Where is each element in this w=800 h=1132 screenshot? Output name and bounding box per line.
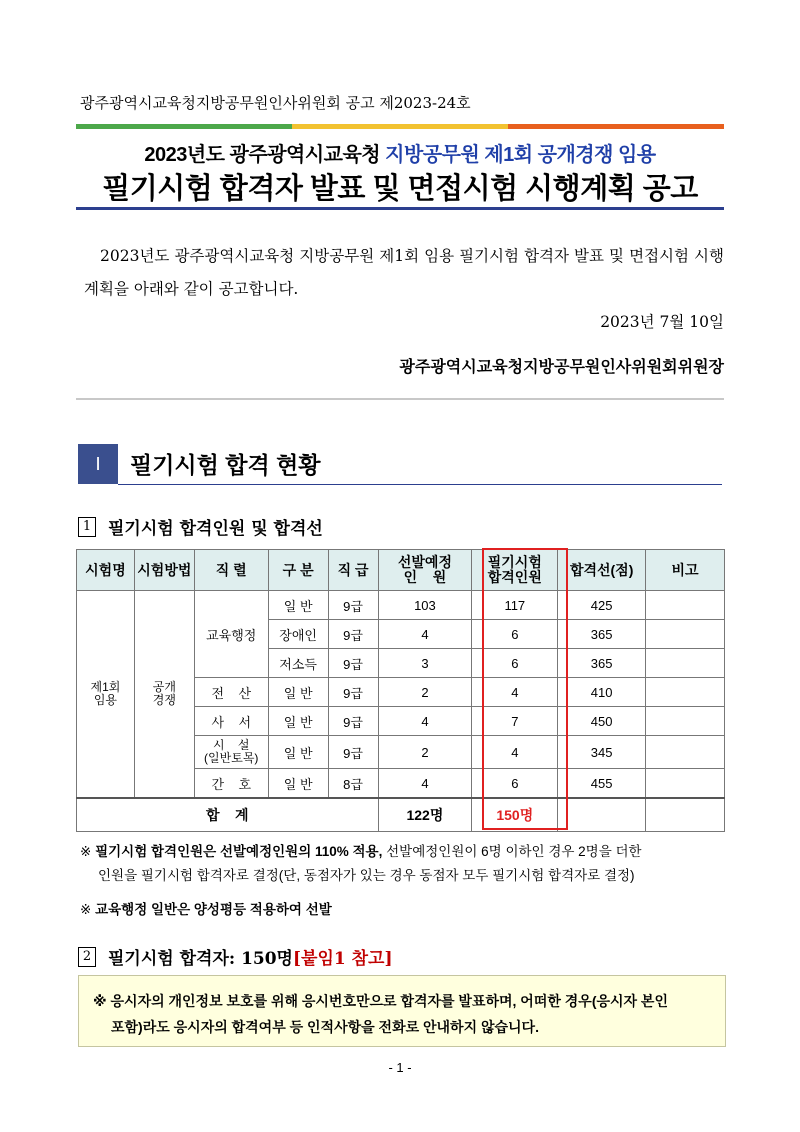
position-cell: 교육행정: [194, 591, 268, 678]
notice-line2: 포함)라도 응시자의 합격여부 등 인적사항을 전화로 안내하지 않습니다.: [111, 1019, 539, 1035]
table-header-row: [77, 550, 725, 591]
section-divider: [76, 398, 724, 400]
cutoff-cell: 425: [558, 591, 646, 620]
grade-cell: 9급: [328, 620, 378, 649]
section-underline: [118, 484, 722, 485]
note-1: [80, 840, 728, 888]
cutoff-cell: 410: [558, 678, 646, 707]
col-passed: [472, 550, 558, 591]
attachment-reference: [붙임1 참고]: [292, 949, 393, 969]
title-highlight: 지방공무원 제1회 공개경쟁 임용: [385, 144, 656, 166]
position-cell: [194, 736, 268, 769]
planned-cell: 4: [378, 769, 472, 799]
intro-paragraph: 2023년도 광주광역시교육청 지방공무원 제1회 임용 필기시험 합격자 발표 및 면접시험 시행계획을 아래와 같이 공고합니다.: [84, 247, 724, 298]
position-cell: 간 호: [194, 769, 268, 799]
planned-cell: 3: [378, 649, 472, 678]
section-title: 필기시험 합격 현황: [130, 452, 321, 478]
title-prefix: 2023년도 광주광역시교육청: [144, 144, 386, 166]
cutoff-cell: 365: [558, 620, 646, 649]
color-bar-orange: [508, 124, 724, 129]
grade-cell: 9급: [328, 591, 378, 620]
planned-cell: 2: [378, 736, 472, 769]
note-cell: [646, 769, 725, 799]
note-1-line2: 인원을 필기시험 합격자로 결정(단, 동점자가 있는 경우 동점자 모두 필기시험 합격자로 결정): [98, 868, 635, 883]
planned-cell: 2: [378, 678, 472, 707]
col-exam: 시험명: [77, 550, 135, 591]
passed-cell: 6: [472, 649, 558, 678]
exam-name-line1: 제1회: [90, 680, 121, 694]
passed-cell: 6: [472, 769, 558, 799]
col-position: 직 렬: [194, 550, 268, 591]
note-cell: [646, 620, 725, 649]
note-mark: ※: [80, 844, 92, 859]
col-planned-line2: 인 원: [403, 569, 447, 585]
grade-cell: 9급: [328, 707, 378, 736]
method-line2: 경쟁: [152, 693, 176, 707]
title-line-1: [0, 138, 800, 167]
position-line1: 시 설: [212, 738, 250, 752]
passed-cell: 4: [472, 736, 558, 769]
subsection-title: 필기시험 합격인원 및 합격선: [108, 519, 323, 539]
notice-mark: ※: [93, 993, 107, 1009]
exam-name-line2: 임용: [93, 693, 118, 707]
note-cell: [646, 678, 725, 707]
cutoff-cell: 345: [558, 736, 646, 769]
note-2: [80, 898, 728, 922]
exam-name-cell: [77, 591, 135, 799]
method-line1: 공개: [152, 680, 176, 694]
passed-cell: 117: [472, 591, 558, 620]
subsection-2-heading: [78, 944, 393, 969]
method-cell: [134, 591, 194, 799]
col-planned-line1: 선발예정: [397, 554, 452, 570]
note-1-bold: 필기시험 합격인원은 선발예정인원의 110% 적용,: [95, 844, 383, 859]
total-label: 합 계: [77, 798, 379, 832]
category-cell: 일 반: [268, 736, 328, 769]
col-grade: 직 급: [328, 550, 378, 591]
section-number-box: Ⅰ: [78, 444, 118, 484]
total-cutoff: [558, 798, 646, 832]
category-cell: 장애인: [268, 620, 328, 649]
note-cell: [646, 591, 725, 620]
page-title: 필기시험 합격자 발표 및 면접시험 시행계획 공고: [102, 173, 698, 205]
cutoff-cell: 455: [558, 769, 646, 799]
subsection-title: 필기시험 합격자: 150명: [108, 949, 293, 969]
col-planned: [378, 550, 472, 591]
col-cutoff: 합격선(점): [558, 550, 646, 591]
category-cell: 일 반: [268, 769, 328, 799]
title-divider: [76, 207, 724, 210]
passed-cell: 4: [472, 678, 558, 707]
position-cell: 전 산: [194, 678, 268, 707]
results-table: [76, 549, 725, 832]
grade-cell: 9급: [328, 736, 378, 769]
table-row: [77, 591, 725, 620]
note-cell: [646, 649, 725, 678]
col-passed-line1: 필기시험: [487, 554, 542, 570]
category-cell: 일 반: [268, 678, 328, 707]
total-planned: 122명: [378, 798, 472, 832]
note-2-text: 교육행정 일반은 양성평등 적용하여 선발: [95, 902, 332, 917]
grade-cell: 9급: [328, 649, 378, 678]
subsection-number: 2: [78, 947, 96, 967]
subsection-number: 1: [78, 517, 96, 537]
category-cell: 일 반: [268, 591, 328, 620]
signer: 광주광역시교육청지방공무원인사위원회위원장: [399, 357, 724, 376]
grade-cell: 8급: [328, 769, 378, 799]
col-category: 구 분: [268, 550, 328, 591]
notice-line1: 응시자의 개인정보 보호를 위해 응시번호만으로 합격자를 발표하며, 어떠한 경우(응시자 본인: [110, 993, 668, 1009]
announcement-date: 2023년 7월 10일: [600, 313, 724, 331]
col-note: 비고: [646, 550, 725, 591]
category-cell: 일 반: [268, 707, 328, 736]
note-mark: ※: [80, 902, 92, 917]
page-number: - 1 -: [388, 1060, 412, 1075]
note-1-rest: 선발예정인원이 6명 이하인 경우 2명을 더한: [382, 844, 642, 859]
planned-cell: 4: [378, 620, 472, 649]
col-method: 시험방법: [134, 550, 194, 591]
announcement-reference: 광주광역시교육청지방공무원인사위원회 공고 제2023-24호: [80, 94, 471, 112]
position-line2: (일반토목): [204, 751, 259, 765]
privacy-notice-box: [78, 975, 726, 1047]
note-cell: [646, 707, 725, 736]
cutoff-cell: 450: [558, 707, 646, 736]
cutoff-cell: 365: [558, 649, 646, 678]
header-color-bar: [76, 124, 724, 129]
passed-cell: 6: [472, 620, 558, 649]
planned-cell: 4: [378, 707, 472, 736]
col-passed-line2: 합격인원: [487, 569, 542, 585]
position-cell: 사 서: [194, 707, 268, 736]
grade-cell: 9급: [328, 678, 378, 707]
passed-cell: 7: [472, 707, 558, 736]
planned-cell: 103: [378, 591, 472, 620]
category-cell: 저소득: [268, 649, 328, 678]
note-cell: [646, 736, 725, 769]
total-passed: 150명: [472, 798, 558, 832]
total-note: [646, 798, 725, 832]
subsection-1-heading: [78, 514, 323, 539]
color-bar-yellow: [292, 124, 508, 129]
color-bar-green: [76, 124, 292, 129]
total-row: [77, 798, 725, 832]
